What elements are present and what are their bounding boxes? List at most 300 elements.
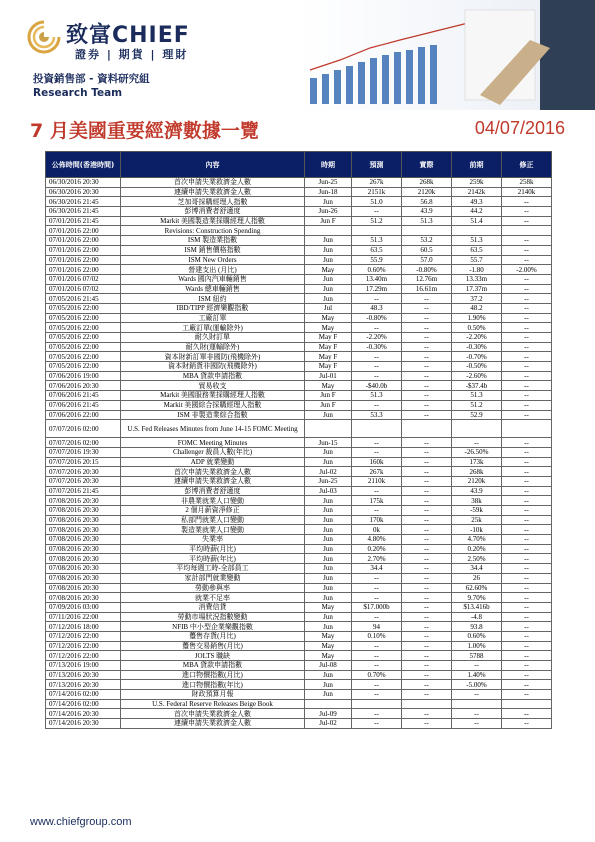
- table-row: [46, 391, 552, 401]
- cell-release-time: 07/09/2016 03:00: [46, 602, 121, 612]
- cell-previous: -0.50%: [452, 362, 502, 372]
- cell-actual: --: [402, 583, 452, 593]
- department-team: Research Team: [33, 87, 123, 99]
- cell-actual: --: [402, 622, 452, 632]
- cell-actual: --: [402, 564, 452, 574]
- cell-actual: --: [402, 631, 452, 641]
- header-actual: 實際: [402, 152, 452, 178]
- cell-content: 工廠訂單: [121, 313, 305, 323]
- cell-content: ADP 就業變動: [121, 457, 305, 467]
- cell-period: May: [305, 265, 352, 275]
- cell-release-time: 07/14/2016 02:00: [46, 690, 121, 700]
- cell-release-time: 07/01/2016 22:00: [46, 226, 121, 236]
- cell-revised: --: [502, 323, 552, 333]
- cell-release-time: 07/07/2016 02:00: [46, 438, 121, 448]
- cell-content: Markit 美國綜合採購經理人指數: [121, 400, 305, 410]
- cell-content: 勞動參與率: [121, 583, 305, 593]
- cell-period: Jun F: [305, 216, 352, 226]
- cell-content: 消費信貸: [121, 602, 305, 612]
- cell-actual: --: [402, 612, 452, 622]
- cell-previous: 5788: [452, 651, 502, 661]
- cell-actual: --: [402, 323, 452, 333]
- footer-url: www.chiefgroup.com: [30, 816, 132, 828]
- header-release-time: 公佈時間(香港時間): [46, 152, 121, 178]
- cell-release-time: 07/01/2016 07/02: [46, 284, 121, 294]
- cell-content: 資本財新訂單非國防(飛機除外): [121, 352, 305, 362]
- cell-revised: --: [502, 381, 552, 391]
- cell-content: 資本財銷貨非國防(飛機除外): [121, 362, 305, 372]
- cell-revised: --: [502, 245, 552, 255]
- cell-actual: --: [402, 602, 452, 612]
- cell-forecast: --: [352, 506, 402, 516]
- cell-forecast: --: [352, 612, 402, 622]
- cell-actual: [402, 226, 452, 236]
- table-row: [46, 476, 552, 486]
- cell-release-time: 07/08/2016 20:30: [46, 564, 121, 574]
- report-title: 7 月美國重要經濟數據一覽: [30, 120, 259, 142]
- cell-period: [305, 226, 352, 236]
- header-forecast: 預測: [352, 152, 402, 178]
- cell-release-time: 07/08/2016 20:30: [46, 535, 121, 545]
- cell-actual: -0.80%: [402, 265, 452, 275]
- cell-previous: -2.60%: [452, 371, 502, 381]
- cell-previous: -59k: [452, 506, 502, 516]
- cell-release-time: 07/08/2016 20:30: [46, 525, 121, 535]
- header-period: 時期: [305, 152, 352, 178]
- table-header-row: [46, 152, 552, 178]
- cell-forecast: 0k: [352, 525, 402, 535]
- cell-revised: --: [502, 236, 552, 246]
- cell-previous: 44.2: [452, 207, 502, 217]
- cell-content: 進口物價指數(月比): [121, 670, 305, 680]
- cell-forecast: 267k: [352, 467, 402, 477]
- cell-previous: -1.80: [452, 265, 502, 275]
- cell-content: ISM 非製造業綜合指數: [121, 410, 305, 420]
- table-row: [46, 197, 552, 207]
- cell-content: 首次申請失業救濟金人數: [121, 709, 305, 719]
- table-row: [46, 438, 552, 448]
- cell-actual: --: [402, 400, 452, 410]
- table-row: [46, 564, 552, 574]
- cell-period: Jun: [305, 294, 352, 304]
- cell-period: Jun-18: [305, 187, 352, 197]
- cell-release-time: 07/01/2016 22:00: [46, 265, 121, 275]
- cell-actual: --: [402, 506, 452, 516]
- cell-release-time: 07/06/2016 22:00: [46, 410, 121, 420]
- cell-revised: --: [502, 352, 552, 362]
- cell-period: May: [305, 323, 352, 333]
- cell-forecast: 0.60%: [352, 265, 402, 275]
- cell-previous: 38k: [452, 496, 502, 506]
- cell-actual: --: [402, 661, 452, 671]
- cell-previous: 49.3: [452, 197, 502, 207]
- cell-period: Jul-03: [305, 486, 352, 496]
- cell-period: Jun: [305, 236, 352, 246]
- cell-forecast: 13.40m: [352, 274, 402, 284]
- table-row: [46, 207, 552, 217]
- cell-forecast: --: [352, 486, 402, 496]
- cell-previous: [452, 226, 502, 236]
- cell-forecast: --: [352, 661, 402, 671]
- table-row: [46, 525, 552, 535]
- cell-period: Jul-02: [305, 719, 352, 729]
- cell-period: Jun: [305, 680, 352, 690]
- cell-period: Jun: [305, 525, 352, 535]
- table-row: [46, 313, 552, 323]
- cell-period: Jul-08: [305, 661, 352, 671]
- table-row: [46, 216, 552, 226]
- cell-previous: 51.3: [452, 391, 502, 401]
- cell-release-time: 07/08/2016 20:30: [46, 506, 121, 516]
- table-row: [46, 680, 552, 690]
- cell-period: Jun-25: [305, 178, 352, 188]
- cell-content: FOMC Meeting Minutes: [121, 438, 305, 448]
- cell-previous: 1.40%: [452, 670, 502, 680]
- cell-revised: --: [502, 467, 552, 477]
- cell-forecast: --: [352, 680, 402, 690]
- cell-revised: --: [502, 544, 552, 554]
- cell-content: 勞動市場狀況指數變動: [121, 612, 305, 622]
- cell-previous: 51.3: [452, 236, 502, 246]
- cell-revised: --: [502, 554, 552, 564]
- cell-previous: 34.4: [452, 564, 502, 574]
- cell-revised: --: [502, 525, 552, 535]
- cell-revised: --: [502, 573, 552, 583]
- cell-revised: --: [502, 506, 552, 516]
- cell-release-time: 07/14/2016 20:30: [46, 709, 121, 719]
- cell-release-time: 07/07/2016 20:30: [46, 476, 121, 486]
- cell-forecast: [352, 420, 402, 438]
- cell-forecast: --: [352, 323, 402, 333]
- cell-content: 耐久財訂單: [121, 333, 305, 343]
- report-date: 04/07/2016: [474, 118, 565, 138]
- cell-actual: --: [402, 438, 452, 448]
- table-row: [46, 362, 552, 372]
- header-previous: 前期: [452, 152, 502, 178]
- cell-content: 營建支出 (月比): [121, 265, 305, 275]
- cell-previous: [452, 420, 502, 438]
- cell-previous: 268k: [452, 467, 502, 477]
- cell-content: Wards 國內汽車輛銷售: [121, 274, 305, 284]
- cell-actual: --: [402, 333, 452, 343]
- table-row: [46, 651, 552, 661]
- cell-content: 彭博消費者舒適度: [121, 207, 305, 217]
- cell-previous: 43.9: [452, 486, 502, 496]
- cell-previous: --: [452, 438, 502, 448]
- table-row: [46, 670, 552, 680]
- cell-actual: --: [402, 719, 452, 729]
- cell-revised: --: [502, 661, 552, 671]
- cell-actual: --: [402, 342, 452, 352]
- cell-period: Jun-15: [305, 438, 352, 448]
- cell-content: U.S. Fed Releases Minutes from June 14-15 FOMC Meeting: [121, 420, 305, 438]
- cell-content: 工廠訂單(運輸除外): [121, 323, 305, 333]
- cell-actual: --: [402, 573, 452, 583]
- cell-content: 平均時薪(年比): [121, 554, 305, 564]
- cell-period: May: [305, 631, 352, 641]
- cell-forecast: --: [352, 207, 402, 217]
- cell-actual: 12.76m: [402, 274, 452, 284]
- cell-previous: --: [452, 661, 502, 671]
- cell-forecast: [352, 699, 402, 709]
- cell-actual: 51.3: [402, 216, 452, 226]
- cell-revised: --: [502, 410, 552, 420]
- table-row: [46, 467, 552, 477]
- cell-previous: -10k: [452, 525, 502, 535]
- table-row: [46, 535, 552, 545]
- cell-forecast: 170k: [352, 515, 402, 525]
- cell-forecast: 4.80%: [352, 535, 402, 545]
- cell-period: May: [305, 602, 352, 612]
- cell-revised: -2.00%: [502, 265, 552, 275]
- table-row: [46, 265, 552, 275]
- cell-actual: 2120k: [402, 187, 452, 197]
- cell-previous: 52.9: [452, 410, 502, 420]
- cell-actual: --: [402, 303, 452, 313]
- cell-previous: 63.5: [452, 245, 502, 255]
- cell-previous: 2.50%: [452, 554, 502, 564]
- table-row: [46, 400, 552, 410]
- cell-actual: --: [402, 670, 452, 680]
- cell-release-time: 07/13/2016 19:00: [46, 661, 121, 671]
- cell-previous: 62.60%: [452, 583, 502, 593]
- cell-period: Jun: [305, 457, 352, 467]
- cell-release-time: 06/30/2016 21:45: [46, 207, 121, 217]
- cell-previous: 0.20%: [452, 544, 502, 554]
- cell-release-time: 07/01/2016 07/02: [46, 274, 121, 284]
- cell-content: 躉售存貨(月比): [121, 631, 305, 641]
- cell-content: ISM 銷售價格指數: [121, 245, 305, 255]
- cell-revised: --: [502, 612, 552, 622]
- table-row: [46, 612, 552, 622]
- cell-period: Jun: [305, 284, 352, 294]
- cell-period: [305, 699, 352, 709]
- cell-release-time: 07/01/2016 22:00: [46, 236, 121, 246]
- cell-actual: 43.9: [402, 207, 452, 217]
- cell-revised: --: [502, 583, 552, 593]
- cell-actual: --: [402, 690, 452, 700]
- cell-release-time: 07/12/2016 22:00: [46, 651, 121, 661]
- cell-revised: --: [502, 670, 552, 680]
- cell-forecast: $17.000b: [352, 602, 402, 612]
- cell-actual: --: [402, 391, 452, 401]
- cell-release-time: 07/01/2016 22:00: [46, 255, 121, 265]
- cell-period: Jun: [305, 447, 352, 457]
- cell-previous: 1.90%: [452, 313, 502, 323]
- cell-release-time: 07/05/2016 22:00: [46, 342, 121, 352]
- table-row: [46, 236, 552, 246]
- table-row: [46, 593, 552, 603]
- cell-previous: -2.20%: [452, 333, 502, 343]
- table-row: [46, 333, 552, 343]
- cell-content: 貿易收支: [121, 381, 305, 391]
- cell-period: [305, 420, 352, 438]
- cell-release-time: 07/14/2016 02:00: [46, 699, 121, 709]
- cell-actual: 268k: [402, 178, 452, 188]
- table-row: [46, 245, 552, 255]
- cell-period: Jun: [305, 544, 352, 554]
- cell-release-time: 07/07/2016 21:45: [46, 486, 121, 496]
- cell-content: 耐久財(運輸除外): [121, 342, 305, 352]
- cell-period: Jun: [305, 573, 352, 583]
- cell-forecast: --: [352, 352, 402, 362]
- table-row: [46, 274, 552, 284]
- cell-release-time: 07/08/2016 20:30: [46, 515, 121, 525]
- cell-content: 2 個月薪資淨修正: [121, 506, 305, 516]
- cell-period: Jun: [305, 197, 352, 207]
- table-row: [46, 410, 552, 420]
- cell-revised: --: [502, 476, 552, 486]
- cell-content: Challenger 裁員人數(年比): [121, 447, 305, 457]
- cell-forecast: --: [352, 400, 402, 410]
- cell-release-time: 07/01/2016 21:45: [46, 216, 121, 226]
- cell-revised: --: [502, 294, 552, 304]
- cell-period: Jun-26: [305, 207, 352, 217]
- cell-revised: --: [502, 447, 552, 457]
- cell-previous: -0.30%: [452, 342, 502, 352]
- cell-content: 非農業就業人口變動: [121, 496, 305, 506]
- cell-revised: --: [502, 197, 552, 207]
- cell-actual: [402, 699, 452, 709]
- cell-revised: --: [502, 255, 552, 265]
- cell-forecast: -0.80%: [352, 313, 402, 323]
- header-content: 內容: [121, 152, 305, 178]
- cell-forecast: 55.9: [352, 255, 402, 265]
- table-row: [46, 457, 552, 467]
- cell-forecast: 2110k: [352, 476, 402, 486]
- cell-revised: --: [502, 457, 552, 467]
- cell-forecast: --: [352, 438, 402, 448]
- brand-name: 致富CHIEF: [66, 23, 190, 48]
- cell-revised: --: [502, 535, 552, 545]
- cell-content: 平均每週工時-全部員工: [121, 564, 305, 574]
- cell-revised: --: [502, 564, 552, 574]
- table-row: [46, 420, 552, 438]
- table-row: [46, 371, 552, 381]
- cell-forecast: 51.2: [352, 216, 402, 226]
- cell-revised: --: [502, 496, 552, 506]
- cell-actual: --: [402, 535, 452, 545]
- cell-release-time: 07/08/2016 20:30: [46, 496, 121, 506]
- cell-previous: 25k: [452, 515, 502, 525]
- table-row: [46, 699, 552, 709]
- cell-revised: --: [502, 602, 552, 612]
- cell-content: Markit 美國服務業採購經理人指數: [121, 391, 305, 401]
- header-revised: 修正: [502, 152, 552, 178]
- cell-previous: 51.2: [452, 400, 502, 410]
- cell-content: JOLTS 職缺: [121, 651, 305, 661]
- cell-previous: 2142k: [452, 187, 502, 197]
- cell-content: 彭博消費者舒適度: [121, 486, 305, 496]
- cell-actual: --: [402, 593, 452, 603]
- table-row: [46, 622, 552, 632]
- cell-forecast: 53.3: [352, 410, 402, 420]
- table-row: [46, 187, 552, 197]
- cell-content: U.S. Federal Reserve Releases Beige Book: [121, 699, 305, 709]
- cell-period: Jun: [305, 554, 352, 564]
- cell-revised: --: [502, 284, 552, 294]
- cell-release-time: 07/06/2016 19:00: [46, 371, 121, 381]
- cell-release-time: 07/13/2016 20:30: [46, 670, 121, 680]
- table-row: [46, 447, 552, 457]
- table-body: [46, 178, 552, 729]
- cell-period: Jun: [305, 410, 352, 420]
- cell-content: 連續申請失業救濟金人數: [121, 719, 305, 729]
- cell-actual: --: [402, 457, 452, 467]
- cell-revised: --: [502, 274, 552, 284]
- cell-period: Jun: [305, 506, 352, 516]
- cell-period: May F: [305, 333, 352, 343]
- cell-actual: --: [402, 381, 452, 391]
- cell-release-time: 07/08/2016 20:30: [46, 573, 121, 583]
- table-row: [46, 554, 552, 564]
- cell-previous: 17.37m: [452, 284, 502, 294]
- table-row: [46, 323, 552, 333]
- cell-content: Markit 美國製造業採購經理人指數: [121, 216, 305, 226]
- cell-actual: 57.0: [402, 255, 452, 265]
- cell-revised: [502, 226, 552, 236]
- cell-forecast: 0.70%: [352, 670, 402, 680]
- cell-actual: --: [402, 294, 452, 304]
- cell-release-time: 07/12/2016 22:00: [46, 631, 121, 641]
- cell-release-time: 07/05/2016 22:00: [46, 362, 121, 372]
- table-row: [46, 573, 552, 583]
- table-row: [46, 719, 552, 729]
- economic-data-table: [45, 151, 552, 729]
- cell-revised: --: [502, 690, 552, 700]
- cell-actual: --: [402, 352, 452, 362]
- cell-release-time: 07/07/2016 19:30: [46, 447, 121, 457]
- cell-revised: --: [502, 651, 552, 661]
- table-row: [46, 641, 552, 651]
- cell-content: Wards 總車輛銷售: [121, 284, 305, 294]
- cell-forecast: 63.5: [352, 245, 402, 255]
- cell-period: Jul-09: [305, 709, 352, 719]
- cell-content: ISM 紐約: [121, 294, 305, 304]
- cell-period: May: [305, 641, 352, 651]
- cell-forecast: 160k: [352, 457, 402, 467]
- cell-revised: --: [502, 709, 552, 719]
- cell-previous: 259k: [452, 178, 502, 188]
- cell-revised: --: [502, 342, 552, 352]
- cell-period: Jun: [305, 564, 352, 574]
- cell-forecast: --: [352, 447, 402, 457]
- department-name: 投資銷售部 - 資料研究組: [33, 73, 150, 85]
- cell-period: May F: [305, 342, 352, 352]
- cell-release-time: 07/12/2016 18:00: [46, 622, 121, 632]
- cell-actual: --: [402, 651, 452, 661]
- cell-previous: [452, 699, 502, 709]
- table-row: [46, 709, 552, 719]
- cell-period: Jun: [305, 670, 352, 680]
- cell-content: 連續申請失業救濟金人數: [121, 187, 305, 197]
- cell-period: Jul: [305, 303, 352, 313]
- cell-content: 平均時薪(月比): [121, 544, 305, 554]
- table-row: [46, 496, 552, 506]
- cell-forecast: --: [352, 719, 402, 729]
- cell-content: Revisions: Construction Spending: [121, 226, 305, 236]
- cell-content: 失業率: [121, 535, 305, 545]
- cell-actual: --: [402, 709, 452, 719]
- cell-content: 進口物價指數(年比): [121, 680, 305, 690]
- cell-previous: -26.50%: [452, 447, 502, 457]
- cell-revised: --: [502, 486, 552, 496]
- cell-revised: --: [502, 631, 552, 641]
- cell-forecast: 2151k: [352, 187, 402, 197]
- cell-actual: --: [402, 525, 452, 535]
- cell-revised: --: [502, 719, 552, 729]
- cell-revised: --: [502, 622, 552, 632]
